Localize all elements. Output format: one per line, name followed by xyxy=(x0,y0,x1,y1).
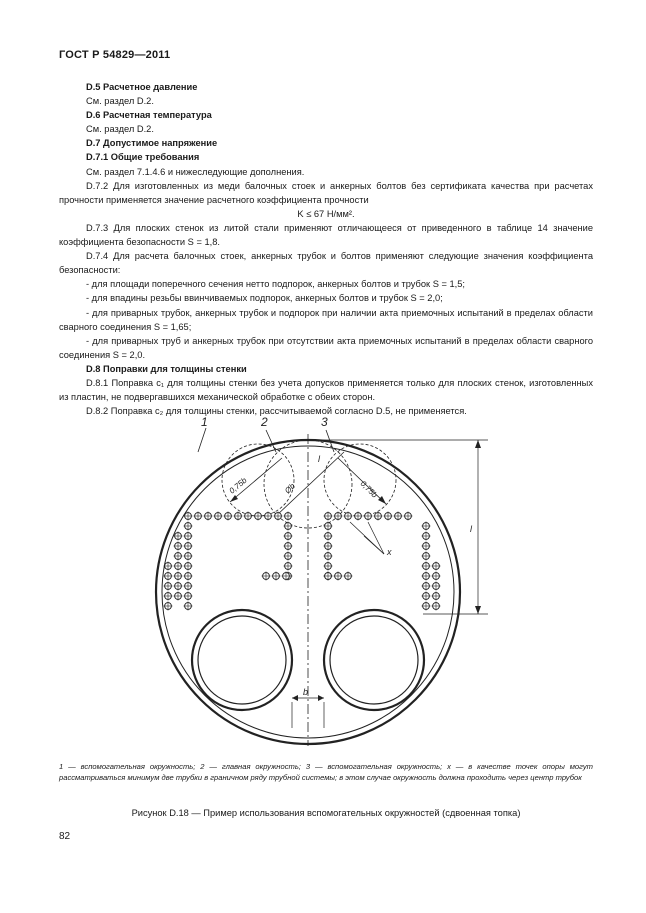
leader-1 xyxy=(198,428,206,452)
label-075b-right: 0,75b xyxy=(358,479,380,500)
technical-drawing xyxy=(148,412,508,752)
label-b: b xyxy=(303,687,309,697)
aux-circle-3 xyxy=(324,444,396,516)
label-2: 2 xyxy=(261,415,268,429)
tube-grid xyxy=(164,512,441,611)
standard-header: ГОСТ Р 54829—2011 xyxy=(59,49,171,61)
paragraph: См. раздел 7.1.4.6 и нижеследующие дополнения. xyxy=(86,166,305,177)
figure-title: Рисунок D.18 — Пример использования вспомогательных окружностей (сдвоенная топка) xyxy=(131,808,521,818)
heading-d6: D.6 Расчетная температура xyxy=(86,110,212,121)
paragraph: D.8.1 Поправка c₁ для толщины стенки без учета допусков применяется только для плоских стенок, изготовленных из пластин, не подвергавшихся механической обработке с обеих сторон. xyxy=(59,377,593,403)
list-item: - для приварных трубок, анкерных трубок и подпорок при наличии акта приемочных испытаний в пределах области сварного соединения S = 1,65; xyxy=(59,307,593,332)
page-number: 82 xyxy=(59,831,71,842)
list-item: - для приварных труб и анкерных трубок при отсутствии акта приемочных испытаний в пределах области сварного соединения S = 2,0. xyxy=(59,335,593,360)
arrow-dim-top xyxy=(475,440,481,448)
arrow-b-right xyxy=(318,695,324,701)
paragraph: D.8.2 Поправка c₂ для толщины стенки, рассчитываемой согласно D.5, не применяется. xyxy=(86,406,467,417)
x-leader-c xyxy=(364,536,384,554)
leader-2 xyxy=(266,430,276,452)
label-l-top: l xyxy=(318,454,320,464)
paragraph: D.7.3 Для плоских стенок из литой стали применяют отличающееся от приведенного в таблице 14 значение коэффициента безопасности S = 1,8. xyxy=(59,222,593,248)
x-leader-b xyxy=(368,522,384,554)
paragraph: D.7.2 Для изготовленных из меди балочных стоек и анкерных болтов без сертификата качества при расчетах прочности применяется значение расчетного коэффициента прочности xyxy=(59,180,593,205)
furnace-right-outer xyxy=(324,610,424,710)
label-075b-left: 0,75b xyxy=(227,475,249,496)
label-l-right: l xyxy=(470,524,472,534)
paragraph: См. раздел D.2. xyxy=(86,124,154,135)
label-1: 1 xyxy=(201,415,208,429)
figure-d18 xyxy=(148,412,508,752)
label-db: Øb xyxy=(283,481,297,496)
heading-d7: D.7 Допустимое напряжение xyxy=(86,138,218,149)
arrow-b-left xyxy=(292,695,298,701)
heading-d8: D.8 Поправки для толщины стенки xyxy=(86,363,247,374)
list-item: - для впадины резьбы ввинчиваемых подпорок, анкерных болтов и трубок S = 2,0; xyxy=(86,293,443,304)
furnace-left-inner xyxy=(198,616,286,704)
paragraph: D.7.4 Для расчета балочных стоек, анкерных трубок и болтов применяют следующие значения коэффициента безопасности: xyxy=(59,251,593,276)
heading-d5: D.5 Расчетное давление xyxy=(86,82,198,92)
label-3: 3 xyxy=(321,415,328,429)
list-item: - для площади поперечного сечения нетто подпорок, анкерных болтов и трубок S = 1,5; xyxy=(86,279,465,290)
figure-legend: 1 — вспомогательная окружность; 2 — главная окружность; 3 — вспомогательная окружность; x — в качестве точек опоры могут рассматриваться минимум две трубки в граничном ряду трубной системы; в этом случае окружность должна проходить через центр трубок xyxy=(59,762,593,782)
body-text xyxy=(59,80,593,418)
furnace-left-outer xyxy=(192,610,292,710)
arrow-dim-bottom xyxy=(475,606,481,614)
formula: K ≤ 67 Н/мм². xyxy=(297,208,355,219)
furnace-right-inner xyxy=(330,616,418,704)
dim-line-main xyxy=(276,452,344,516)
heading-d71: D.7.1 Общие требования xyxy=(86,152,200,163)
label-x: x xyxy=(387,547,392,557)
paragraph: См. раздел D.2. xyxy=(86,96,154,107)
